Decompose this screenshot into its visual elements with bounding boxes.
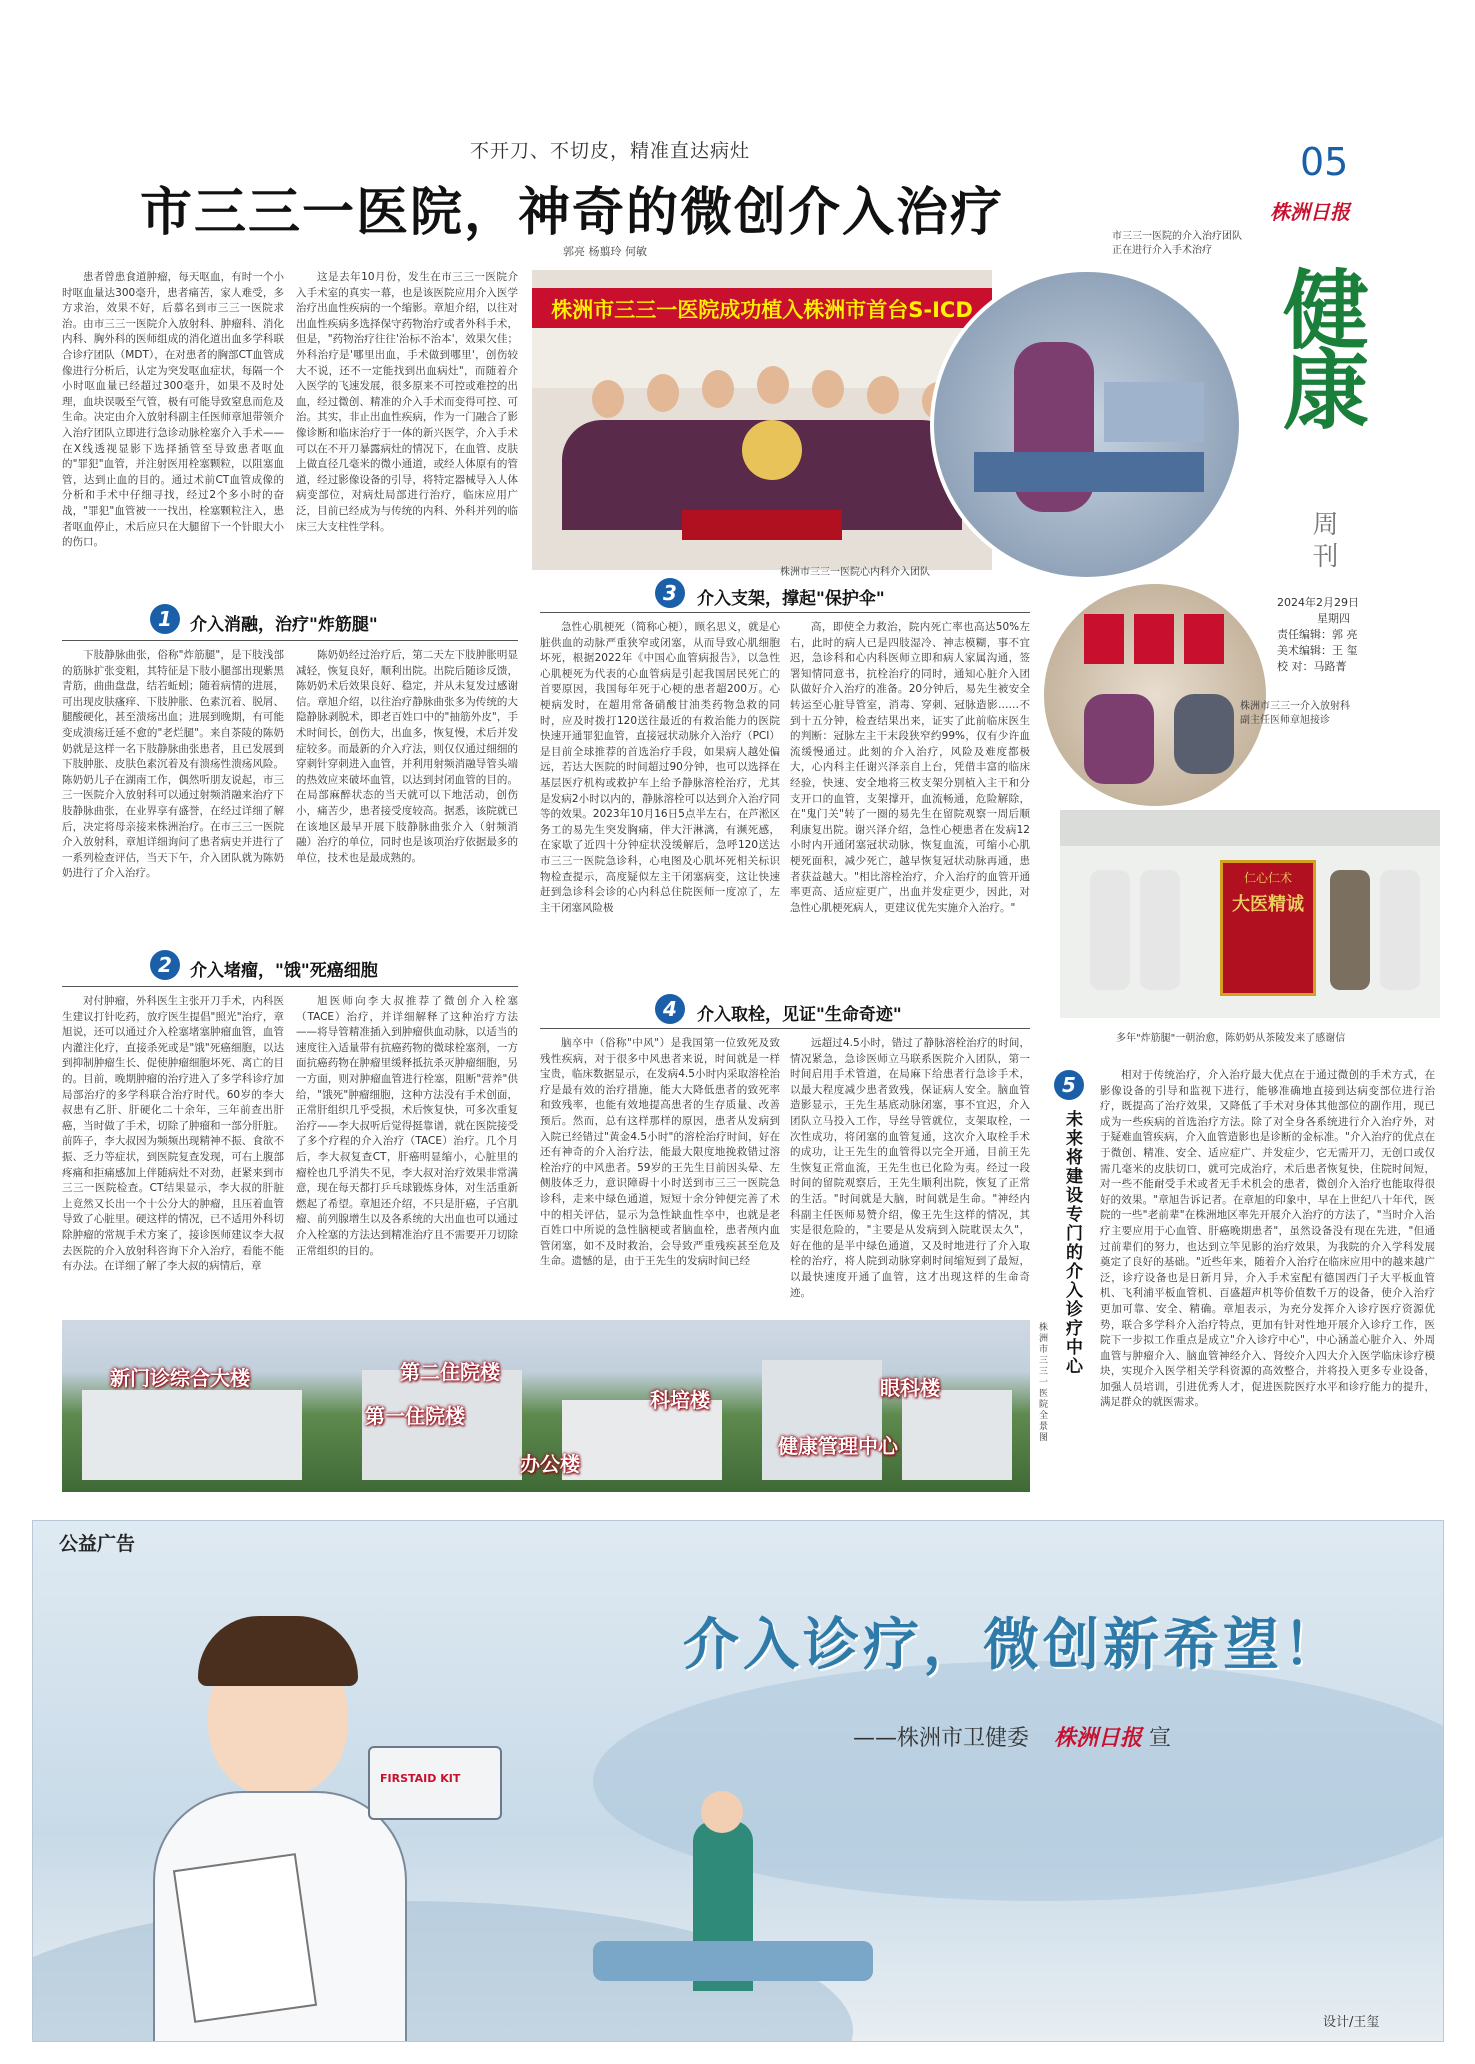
clipboard-icon — [173, 1853, 317, 2023]
campus-label-training: 科培楼 — [650, 1388, 710, 1412]
campus-photo-caption: 株洲市三三一医院全景图 — [1037, 1322, 1047, 1443]
campus-label-eye: 眼科楼 — [880, 1376, 940, 1400]
group-photo — [532, 270, 992, 570]
ad-sponsor-brand: 株洲日报 — [1054, 1726, 1143, 1751]
section-subname: 周刊 — [1308, 510, 1338, 574]
surgery-photo — [930, 268, 1243, 581]
section-5-column: 相对于传统治疗，介入治疗最大优点在于通过微创的手术方式，在影像设备的引导和监视下进行，能够准确地直接到达病变部位进行治疗，既提高了治疗效果，又降低了手术对身体其他部位的副作用，现已成为一些疾病的首选治疗方法。除了对全身各系统进行介入治疗外，对于疑难血管疾病，介入血管造影也是诊断的金标准。"介入治疗的优点在于微创、精准、安全、适应症广、并发症少，它无需开刀，无创口或仅需几毫米的皮肤切口，就可完成治疗，术后患者恢复快，住院时间短，对一些不能耐受手术或者无手术机会的患者，微创介入治疗也能取得很好的效果。"章旭告诉记者。在章旭的印象中，早在上世纪八十年代，医院的一些"老前辈"在株洲地区率先开展介入治疗的方法了，"当时介入治疗主要应用于心血管、肝癌晚期患者"，虽然设备没有现在先进，"但通过前辈们的努力，也达到立竿见影的治疗效果，为我院的介入学科发展奠定了良好的基础。"近些年来，随着介入治疗在临床应用中的越来越广泛，诊疗设备也是日新月异，介入手术室配有德国西门子大平板血管机、飞利浦平板血管机、百盛超声机等价值数千万的设备，使介入治疗更加可靠、安全、精确。章旭表示，为充分发挥介入诊疗医疗资源优势，联合多学科介入治疗特点，更加有针对性地开展介入诊疗工作，医院下一步拟工作重点是成立"介入诊疗中心"，中心涵盖心脏介入、外周血管与肿瘤介入、脑血管神经介入、肾绞介入四大介入医学临床诊疗模块，实现介入医学相关学科资源的高效整合，并将投入更多专业设备，加强人员培训，引进优秀人才，促进医院医疗水平和诊疗能力的提升，满足群众的就医需求。 — [1100, 1069, 1435, 1409]
ad-designer: 设计/王玺 — [1323, 2015, 1380, 2030]
award-banner: 仁心仁术 大医精诚 — [1220, 860, 1316, 996]
section-5-title: 未来将建设专门的介入诊疗中心 — [1062, 1110, 1082, 1376]
group-photo-banner: 株洲市三三一医院成功植入株洲市首台S-ICD — [551, 298, 973, 322]
section-4-title: 介入取栓，见证"生命奇迹" — [697, 1005, 902, 1025]
section-2-number: 2 — [150, 950, 180, 980]
section-2-title: 介入堵瘤，"饿"死癌细胞 — [190, 961, 378, 981]
campus-label-health: 健康管理中心 — [778, 1434, 898, 1458]
article-title: 市三三一医院，神奇的微创介入治疗 — [140, 183, 1005, 243]
group-photo-caption: 株洲市三三一医院心内科介入团队 — [780, 567, 930, 578]
ad-sponsor-name: ——株洲市卫健委 — [853, 1726, 1030, 1751]
section-1-column-1: 下肢静脉曲张，俗称"炸筋腿"，是下肢浅部的筋脉扩张变粗，其特征是下肢小腿部出现紫黑青筋，曲曲盘盘，结若蚯蚓；随着病情的进展，可出现皮肤瘙痒、下肢肿胀、色素沉着、脱屑、腿酸硬化，甚至溃疡出血；进展到晚期，有可能变成溃疡迁延不愈的"老烂腿"。来自茶陵的陈奶奶就是这样一名下肢静脉曲张患者，且已发展到下肢肿胀、皮肤色素沉着及有溃疡性溃疡风险。陈奶奶儿子在湖南工作，偶然听朋友说起，市三三一医院介入放射科可以通过射频消融来治疗下肢静脉曲张，在业界享有盛誉，在经过详细了解后，决定将母亲接来株洲治疗。在市三三一医院介入放射科，章旭详细询问了患者病史并进行了一系列检查评估，当天下午，介入团队就为陈奶奶进行了介入治疗。 — [62, 649, 284, 880]
section-3-number: 3 — [655, 578, 685, 608]
ad-slogan: 介入诊疗，微创新希望！ — [683, 1613, 1343, 1678]
campus-label-inpatient-2: 第二住院楼 — [400, 1360, 500, 1384]
ad-tag: 公益广告 — [59, 1533, 136, 1555]
intro-column-1: 患者曾患食道肿瘤，每天呕血，有时一个小时呕血量达300毫升，患者痛苦，家人难受，多方求治，效果不好，后慕名到市三三一医院求治。由市三三一医院介入放射科、肿瘤科、消化内科、胸外科的医师组成的消化道出血多学科联合诊疗团队（MDT），在对患者的胸部CT血管成像进行分析后，认定为突发呕血症状，每隔一个小时呕血量已经超过300毫升，如果不及时处理，血块误吸至气管，极有可能导致窒息而危及生命。决定由介入放射科副主任医师章旭带领介入治疗团队立即进行急诊动脉栓塞介入手术——在X线透视显影下选择插管至导致患者呕血的"罪犯"血管，并注射医用栓塞颗粒，以阻塞血管，达到止血的目的。通过术前CT血管成像的分析和手术中仔细寻找，经过2个多小时的奋战，"罪犯"血管被一一找出，栓塞颗粒注入，患者呕血停止，术后应只在大腿留下一个针眼大小的伤口。 — [62, 271, 284, 549]
section-4-rule — [540, 1028, 1030, 1029]
section-2-rule — [62, 986, 518, 987]
section-1-title: 介入消融，治疗"炸筋腿" — [190, 615, 378, 635]
award-photo — [1060, 810, 1440, 1018]
page-number: 05 — [1300, 140, 1349, 184]
campus-label-outpatient: 新门诊综合大楼 — [110, 1366, 250, 1390]
section-3-title: 介入支架，撑起"保护伞" — [697, 589, 885, 609]
campus-label-inpatient-1: 第一住院楼 — [365, 1404, 465, 1428]
intro-column-2: 这是去年10月份，发生在市三三一医院介入手术室的真实一幕，也是该医院应用介入医学治疗出血性疾病的一个缩影。章旭介绍，以往对出血性疾病多选择保守药物治疗或者外科手术，但是，"药物治疗往往'治标不治本'，效果欠佳；外科治疗是'哪里出血，手术做到哪里'，创伤较大不说，还不一定能找到出血病灶"，而随着介入医学的飞速发展，很多原来不可控或难控的出血，经过微创、精准的介入手术而变得可控、可治。其实，非止出血性疾病，作为一门融合了影像诊断和临床治疗于一体的新兴医学，介入手术可以在不开刀暴露病灶的情况下，在血管、皮肤上做直径几毫米的微小通道，或经人体原有的管道，经过影像设备的引导，将特定器械导入人体病变部位，对病灶局部进行治疗，临床应用广泛，目前已经成为与传统的内科、外科并列的临床三大支柱性学科。 — [296, 271, 518, 533]
edition-date: 2024年2月29日 — [1277, 596, 1359, 609]
section-5-number: 5 — [1054, 1070, 1084, 1100]
section-3-column-2: 高，即使全力救治，院内死亡率也高达50%左右，此时的病人已是四肢湿冷、神志模糊，事不宜迟，急诊科和心内科医师立即和病人家属沟通，签署知情同意书，抗栓治疗的同时，通知心脏介入团队做好介入治疗的准备。20分钟后，易先生被安全转运至心脏导管室，消毒、穿刺、冠脉造影……不到十五分钟，检查结果出来，证实了此前临床医生的判断：冠脉左主干末段狭窄约99%，仅有少许血流缓慢通过。此刻的介入治疗，风险及难度都极大，心内科主任谢兴泽亲自上台，凭借丰富的临床经验，快速、安全地将三枚支架分别植入主干和分支开口的血管，支架撑开，血流畅通，危险解除，在"鬼门关"转了一圈的易先生在留院观察一周后顺利康复出院。谢兴泽介绍，急性心梗患者在发病12小时内开通闭塞冠状动脉，恢复血流，可缩小心肌梗死面积，减少死亡，越早恢复冠状动脉再通，患者获益越大。"相比溶栓治疗，介入治疗的血管开通率更高、适应症更广，出血并发症更少，因此，对急性心肌梗死病人，更建议优先实施介入治疗。" — [790, 621, 1030, 914]
section-4-number: 4 — [655, 994, 685, 1024]
edition-proofreader: 校 对：马路菁 — [1277, 660, 1347, 673]
newspaper-logo: 株洲日报 — [1270, 200, 1350, 224]
edition-editor: 责任编辑：郭 亮 — [1277, 628, 1358, 641]
section-1-rule — [62, 640, 518, 641]
edition-info — [1277, 595, 1427, 675]
hospital-bed-icon — [593, 1941, 873, 1981]
article-byline: 郭亮 杨翦玲 何敏 — [563, 245, 647, 258]
section-name: 健康 — [1268, 265, 1368, 425]
section-4-column-1: 脑卒中（俗称"中风"）是我国第一位致死及致残性疾病，对于很多中风患者来说，时间就是一样宝贵，临床数据显示，在发病4.5小时内采取溶栓治疗是最有效的治疗措施，能大大降低患者的致死率和致残率，也能有效地提高患者的生存质量、改善预后。然而，总有这样那样的原因，患者从发病到入院已经错过"黄金4.5小时"的溶栓治疗时间，好在还有神奇的介入治疗法，能最大限度地挽救错过溶栓治疗的中风患者。59岁的王先生目前因头晕、左侧肢体乏力，意识障碍十小时送到市三三一医院急诊科，走来中绿色通道，短短十余分钟便完善了术中的相关评估，显示为急性缺血性卒中，也就是老百姓口中所说的急性脑梗或者脑血栓，患者颅内血管闭塞，如不及时救治，会导致严重残疾甚至危及生命。遗憾的是，由于王先生的发病时间已经 — [540, 1037, 780, 1268]
section-1-column-2: 陈奶奶经过治疗后，第二天左下肢肿胀明显减轻，恢复良好，顺利出院。出院后随诊反馈，陈奶奶术后效果良好、稳定，并从未复发过感谢信。章旭介绍，以往治疗静脉曲张多为传统的大隐静脉剥脱术，即老百姓口中的"抽筋外皮"，手术时间长，创伤大，出血多，恢复慢，术后并发症较多。而最新的介入疗法，则仅仅通过细细的穿刺针穿刺进入血管，并利用射频消融导管头端的热效应来破坏血管，以达到封闭血管的目的。在局部麻醉状态的当天就可以下地活动，创伤小，痛苦少，患者接受度较高。据悉，该院就已在该地区最早开展下肢静脉曲张介入（射频消融）治疗的单位，同时也是该项治疗依据最多的单位，技术也是最成熟的。 — [296, 649, 518, 864]
edition-weekday: 星期四 — [1317, 612, 1350, 625]
article-subtitle: 不开刀、不切皮，精准直达病灶 — [470, 140, 751, 162]
ad-sponsor-suffix: 宣 — [1149, 1726, 1172, 1751]
nurse-cartoon-head — [701, 1791, 743, 1833]
doctor-consult-photo — [1040, 580, 1270, 810]
first-aid-kit-icon: FIRSTAID KIT — [368, 1746, 502, 1820]
section-2-column-2: 旭医师向李大叔推荐了微创介入栓塞（TACE）治疗，并详细解释了这种治疗方法——将导管精准插入到肿瘤供血动脉，以适当的速度往入适量带有抗癌药物的微球栓塞剂，一方面抗癌药物在肿瘤里缓释抵抗杀灭肿瘤细胞，另一方面，则对肿瘤血管进行栓塞，阻断"营养"供给，"饿死"肿瘤细胞，这种方法没有手术创面，正常肝组织几乎受损，术后恢复快，可多次重复治疗——李大叔听后觉得挺靠谱，就在医院接受了多个疗程的介入治疗（TACE）治疗。几个月后，李大叔复查CT，肝癌明显缩小，心脏里的瘤栓也几乎消失不见，李大叔对治疗效果非常满意，现在每天都打乒乓球锻炼身体，对生活重新燃起了希望。章旭还介绍，不只是肝癌，子宫肌瘤、前列腺增生以及各系统的大出血也可以通过介入栓塞的方法达到精准治疗且不需要开刀切除正常组织的目的。 — [296, 995, 518, 1257]
edition-art-editor: 美术编辑：王 玺 — [1277, 644, 1358, 657]
campus-label-office: 办公楼 — [520, 1452, 580, 1476]
section-3-rule — [540, 612, 1030, 613]
doctor-cartoon-hair — [198, 1616, 358, 1686]
section-2-column-1: 对付肿瘤，外科医生主张开刀手术，内科医生建议打针吃药，放疗医生提倡"照光"治疗，章旭说，还可以通过介入栓塞堵塞肿瘤血管，血管内灌注化疗，直接杀死或是"饿"死癌细胞，以达到抑制肿瘤生长、促使肿瘤细胞坏死、离亡的目的。目前，晚期肿瘤的治疗进入了多学科诊疗加局部治疗的多学科联合治疗时代。60岁的李大叔患有乙肝、肝硬化二十余年，三年前查出肝癌，当时做了手术，切除了肿瘤和一部分肝脏。前阵子，李大叔因为频频出现精神不振、食欲不振、乏力等症状，到医院复查发现，可右上腹部疼痛和拒痛感加上伴随病灶不对劲，赶紧来到市三三一医院检查。CT结果显示，李大叔的肝脏上竟然又长出一个十公分大的肿瘤，且压着血管导致了心脏里。硬这样的情况，已不适用外科切除肿瘤的常规手术方案了，接诊医师建议李大叔去医院的介入放射科咨询下介入治疗，看能不能有办法。在详细了解了李大叔的病情后，章 — [62, 995, 284, 1273]
ad-sponsor — [853, 1721, 1171, 1752]
section-3-column-1: 急性心肌梗死（简称心梗），顾名思义，就是心脏供血的动脉严重狭窄或闭塞，从而导致心肌细胞坏死，根据2022年《中国心血管病报告》，以急性心肌梗死为代表的心血管病是引起我国居民死亡的首要原因，我国每年死于心梗的患者超200万。心梗病发时，在超用常备硝酸甘油类药物急救的同时，应及时拨打120送往最近的有救治能力的医院快速开通罪犯血管，直接冠状动脉介入治疗（PCI）是目前全球推荐的首选治疗手段，如果病人越处偏远，若达大医院的时间超过90分钟，也可以选择在基层医疗机构或救护车上给予静脉溶栓治疗，尤其是发病2小时以内的，静脉溶栓可以达到介入治疗同等的效果。2023年10月16日5点半左右，在芦淞区务工的易先生突发胸痛，伴大汗淋漓，有濒死感，在家歇了近四十分钟症状没缓解后，急呼120送达市三三一医院急诊科，心电图及心肌坏死相关标识物检查提示，高度疑似左主干闭塞病变，这让快速赶到急诊科会诊的心内科总住院医师一度凉了，左主干闭塞风险极 — [540, 621, 780, 914]
public-service-ad — [32, 1520, 1444, 2042]
section-4-column-2: 远超过4.5小时，错过了静脉溶栓治疗的时间，情况紧急，急诊医师立马联系医院介入团队，第一时间启用手术管道，在局麻下给患者行急诊手术，以最大程度减少患者致残，保证病人安全。脑血管造影显示，王先生基底动脉闭塞，事不宜迟，介入团队立马投入工作，导丝导管就位，支架取栓，一次性成功，将闭塞的血管复通，这次介入取栓手术的成功，让王先生的血管得以完全开通，目前王先生恢复正常血流，王先生也已化险为夷。经过一段时间的留院观察后，王先生顺利出院，恢复了正常的生活。"时间就是大脑，时间就是生命。"神经内科副主任医师易赞介绍，像王先生这样的情况，其实是很危险的，"主要是从发病到入院耽误太久"，好在他的是半中绿色通道，又及时地进行了介入取栓的治疗，将人院到动脉穿刺时间缩短到了最短，以最快速度开通了血管，这才出现这样的生命奇迹。 — [790, 1037, 1030, 1299]
doctor-consult-caption: 株洲市三三一介入放射科副主任医师章旭接诊 — [1240, 701, 1350, 726]
award-photo-caption: 多年"炸筋腿"一朝治愈，陈奶奶从茶陵发来了感谢信 — [1116, 1033, 1346, 1044]
surgery-photo-caption: 市三三一医院的介入治疗团队正在进行介入手术治疗 — [1112, 231, 1242, 256]
section-1-number: 1 — [150, 604, 180, 634]
